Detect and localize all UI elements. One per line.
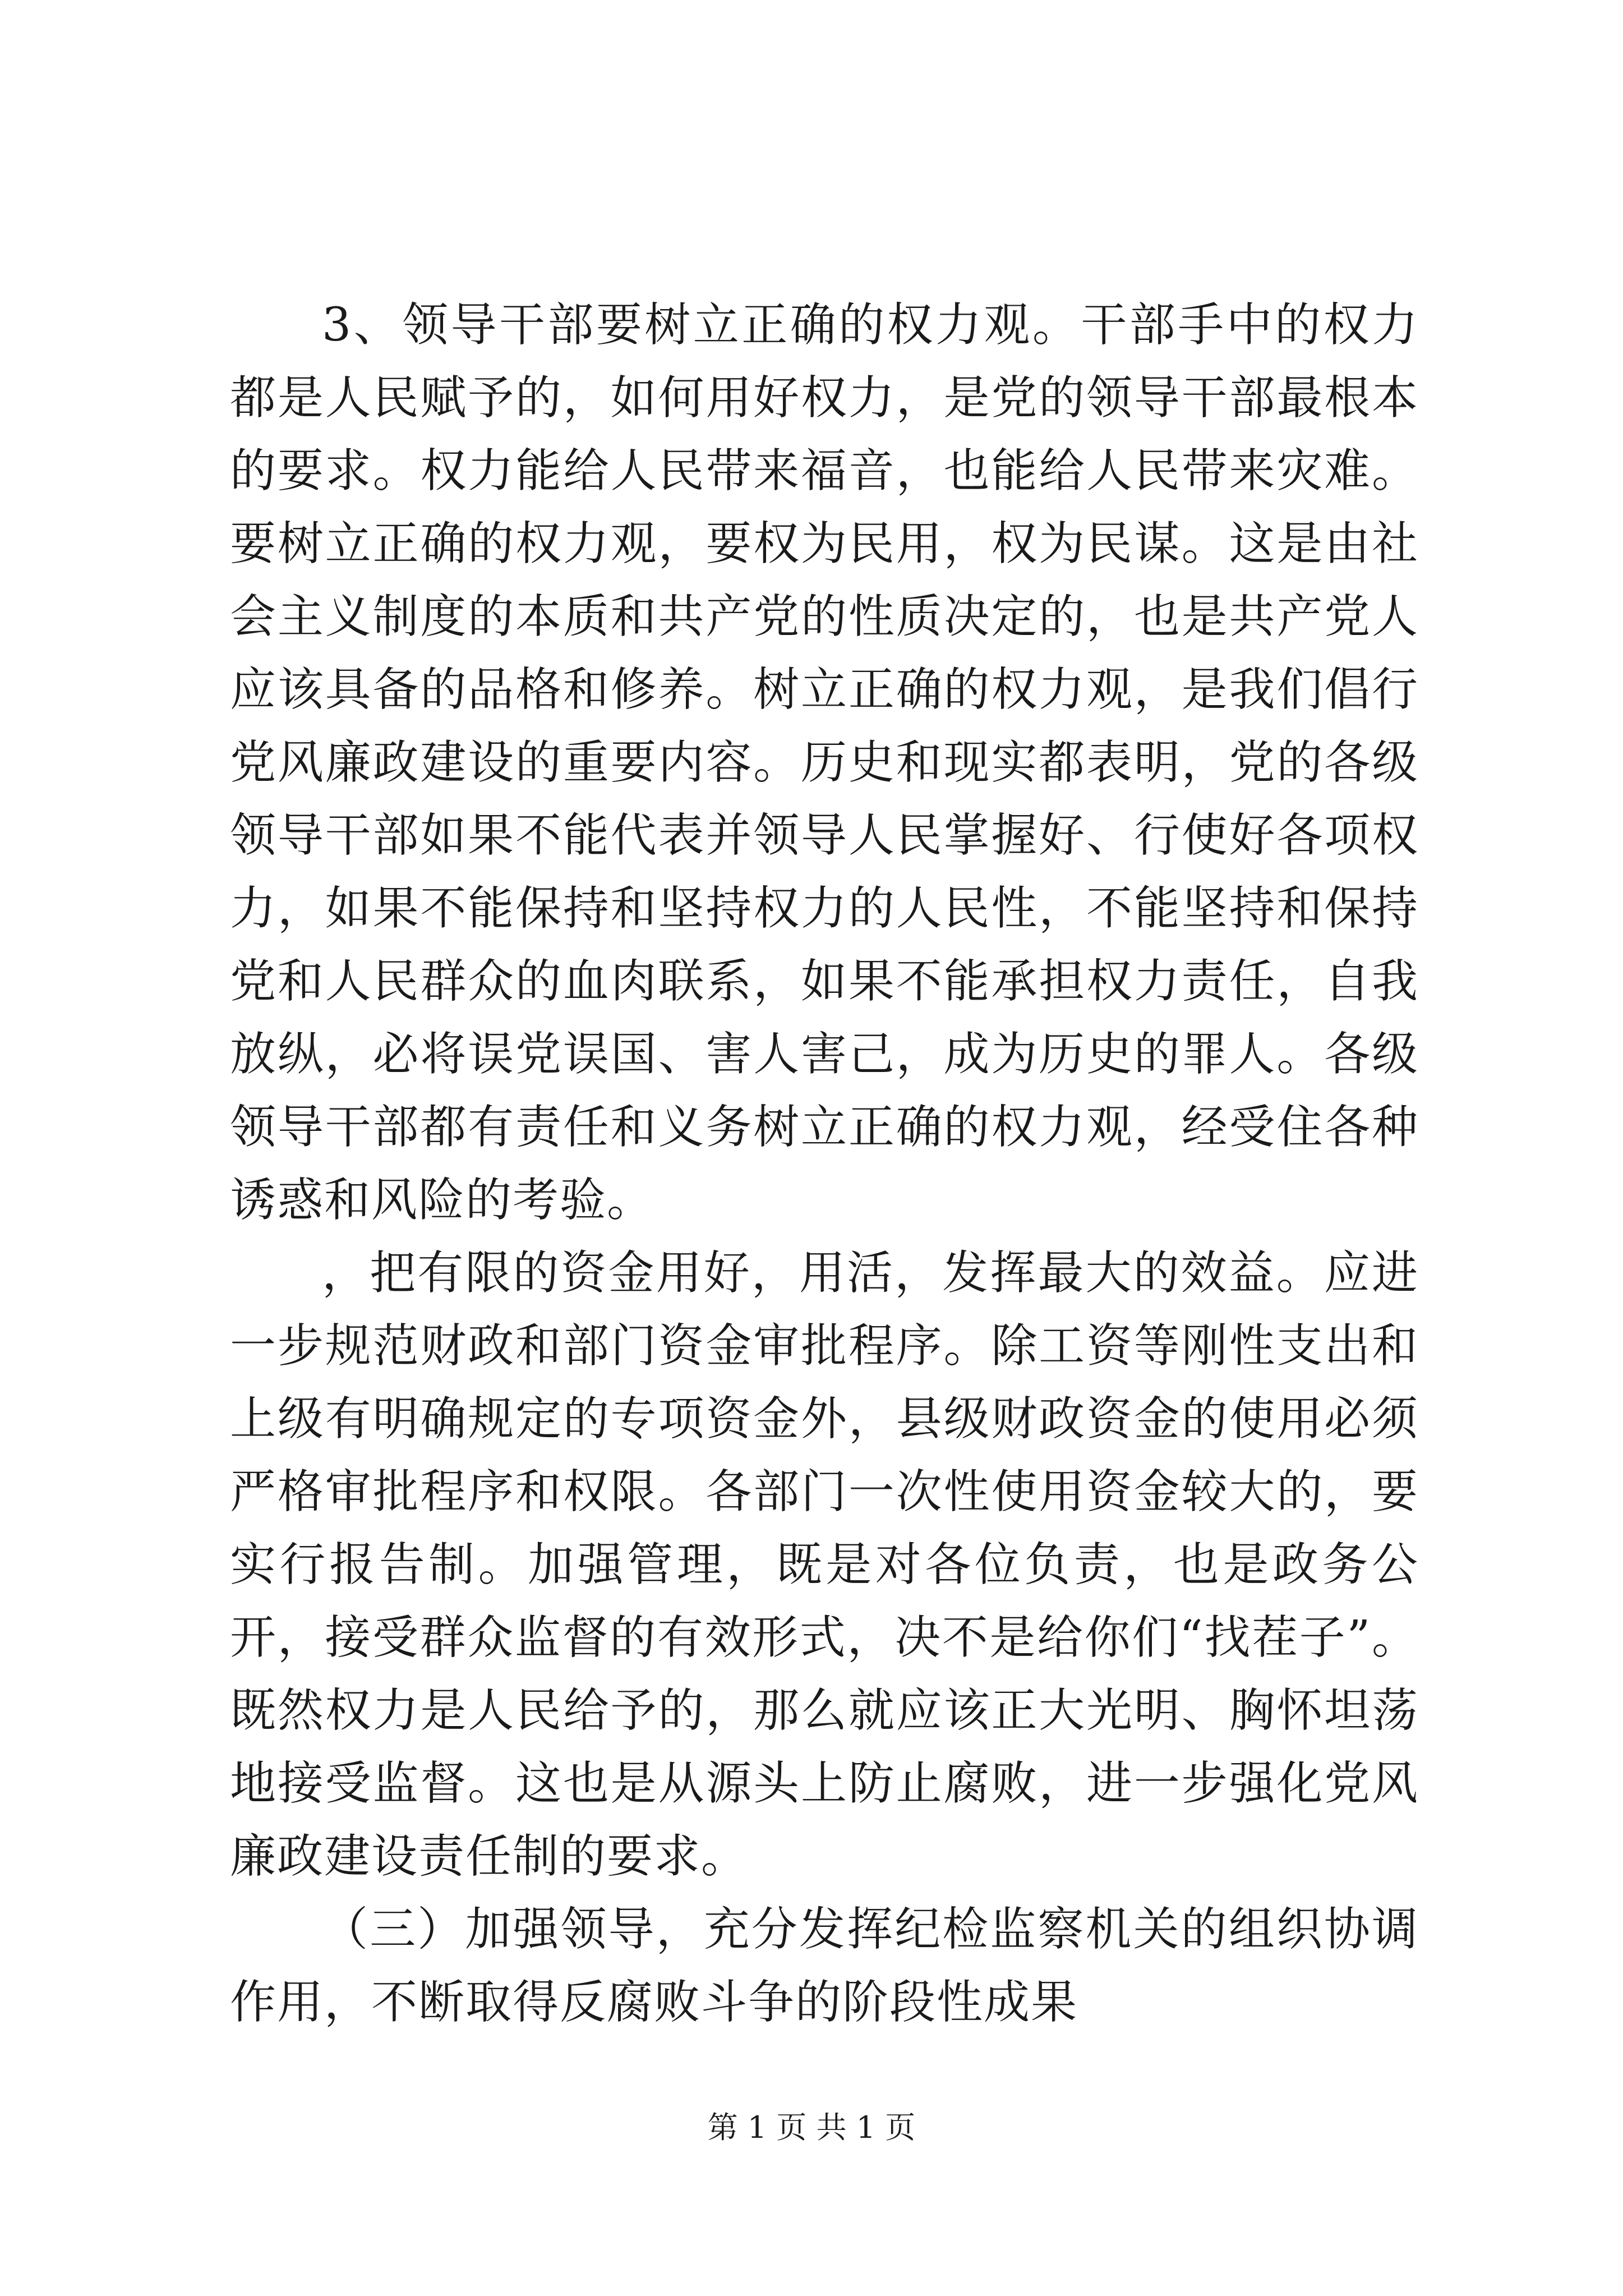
paragraph-funds-management: ，把有限的资金用好，用活，发挥最大的效益。应进一步规范财政和部门资金审批程序。除工资等刚性支出和上级有明确规定的专项资金外，县级财政资金的使用必须严格审批程序和权限。各部门一次性使用资金较大的，要实行报告制。加强管理，既是对各位负责，也是政务公开，接受群众监督的有效形式，决不是给你们“找茬子”。既然权力是人民给予的，那么就应该正大光明、胸怀坦荡地接受监督。这也是从源头上防止腐败，进一步强化党风廉政建设责任制的要求。 — [230, 1246, 1419, 1883]
paragraph-section-heading: （三）加强领导，充分发挥纪检监察机关的组织协调作用，不断取得反腐败斗争的阶段性成果 — [230, 1903, 1419, 2029]
paragraph-power-view: 3、领导干部要树立正确的权力观。干部手中的权力都是人民赋予的，如何用好权力，是党的领导干部最根本的要求。权力能给人民带来福音，也能给人民带来灾难。要树立正确的权力观，要权为民用，权为民谋。这是由社会主义制度的本质和共产党的性质决定的，也是共产党人应该具备的品格和修养。树立正确的权力观，是我们倡行党风廉政建设的重要内容。历史和现实都表明，党的各级领导干部如果不能代表并领导人民掌握好、行使好各项权力，如果不能保持和坚持权力的人民性，不能坚持和保持党和人民群众的血肉联系，如果不能承担权力责任，自我放纵，必将误党误国、害人害己，成为历史的罪人。各级领导干部都有责任和义务树立正确的权力观，经受住各种诱惑和风险的考验。 — [230, 298, 1419, 1227]
page-number-footer: 第 1 页 共 1 页 — [707, 2110, 916, 2145]
document-body — [230, 289, 1419, 2039]
